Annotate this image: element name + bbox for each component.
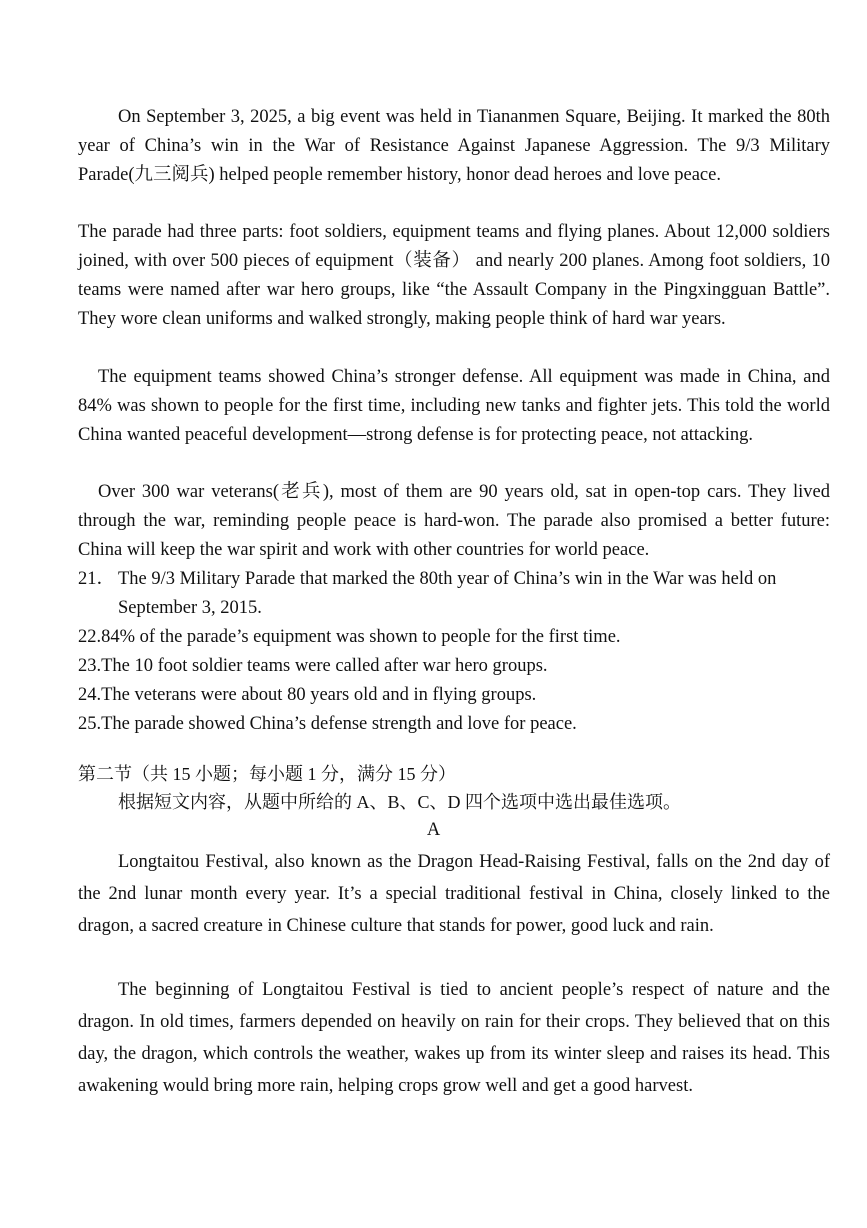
- question-21-text-line-1: The 9/3 Military Parade that marked the 80th year of China’s win in the War was held on: [118, 569, 777, 589]
- question-21-text-line-2: September 3, 2015.: [118, 598, 262, 618]
- passage-a-paragraph-2: The beginning of Longtaitou Festival is tied to ancient people’s respect of nature and the dragon. In old times, farmers depended on heavily on rain for their crops. They believed that on this day, the dragon, which controls the weather, wakes up from its winter sleep and raises its head. This awakening would bring more rain, helping crops grow well and get a good harvest.: [78, 980, 830, 1096]
- question-23: 23.The 10 foot soldier teams were called after war hero groups.: [78, 656, 548, 676]
- passage-paragraph-2: The parade had three parts: foot soldiers, equipment teams and flying planes. About 12,000 soldiers joined, with over 500 pieces of equipment（装备） and nearly 200 planes. Among foot soldiers, 10 teams were named after war hero groups, like “the Assault Company in the Pingxingguan Battle”. They wore clean uniforms and walked strongly, making people think of hard war years.: [78, 222, 830, 329]
- passage-a-label: A: [426, 820, 441, 840]
- passage-paragraph-3: The equipment teams showed China’s stronger defense. All equipment was made in China, and 84% was shown to people for the first time, including new tanks and fighter jets. This told the world China wanted peaceful development—strong defense is for protecting peace, not attacking.: [78, 367, 830, 445]
- passage-paragraph-1: On September 3, 2025, a big event was held in Tiananmen Square, Beijing. It marked the 80th year of China’s win in the War of Resistance Against Japanese Aggression. The 9/3 Military Parade(九三阅兵) helped people remember history, honor dead heroes and love peace.: [78, 107, 830, 185]
- question-25: 25.The parade showed China’s defense strength and love for peace.: [78, 714, 577, 734]
- question-21-number: 21．: [78, 569, 116, 589]
- section-2-instruction: 根据短文内容，从题中所给的 A、B、C、D 四个选项中选出最佳选项。: [118, 792, 682, 812]
- section-2-heading: 第二节（共 15 小题；每小题 1 分，满分 15 分）: [78, 764, 456, 784]
- question-24: 24.The veterans were about 80 years old and in flying groups.: [78, 685, 537, 705]
- question-21: [78, 565, 830, 623]
- question-22: 22.84% of the parade’s equipment was shown to people for the first time.: [78, 627, 621, 647]
- passage-a-paragraph-1: Longtaitou Festival, also known as the Dragon Head-Raising Festival, falls on the 2nd day of the 2nd lunar month every year. It’s a special traditional festival in China, closely linked to the dragon, a sacred creature in Chinese culture that stands for power, good luck and rain.: [78, 852, 830, 936]
- passage-paragraph-4: Over 300 war veterans(老兵), most of them are 90 years old, sat in open-top cars. They lived through the war, reminding people peace is hard-won. The parade also promised a better future: China will keep the war spirit and work with other countries for world peace.: [78, 482, 830, 560]
